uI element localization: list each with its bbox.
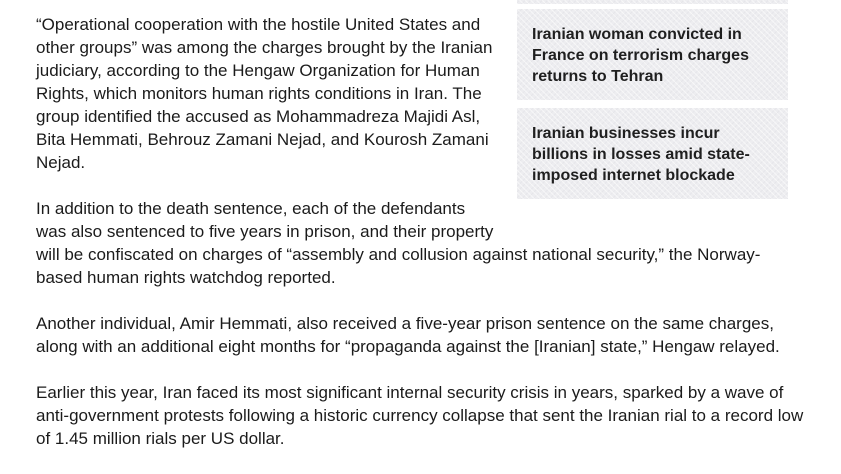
article-paragraph-3: Another individual, Amir Hemmati, also received a five-year prison sentence on the same charges, along with an additional eight months for “propaganda against the [Iranian] state,” Hengaw relayed. xyxy=(36,314,780,356)
related-card-woman-convicted[interactable] xyxy=(517,9,788,100)
related-card-cutoff xyxy=(517,0,788,4)
article-paragraph-2: In addition to the death sentence, each of the defendants was also sentenced to five years in prison, and their property will be confiscated on charges of “assembly and collusion against national security,” the Norway-based human rights watchdog reported. xyxy=(36,199,761,287)
related-card-title[interactable]: Iranian businesses incur billions in losses amid state-imposed internet blockade xyxy=(532,125,750,184)
article-paragraph-1: “Operational cooperation with the hostile United States and other groups” was among the charges brought by the Iranian judiciary, according to the Hengaw Organization for Human Rights, which monitors human rights conditions in Iran. The group identified the accused as Mohammadreza Majidi Asl, Bita Hemmati, Behrouz Zamani Nejad, and Kourosh Zamani Nejad. xyxy=(36,15,493,172)
related-card-title[interactable]: Iranian woman convicted in France on terrorism charges returns to Tehran xyxy=(532,26,749,85)
related-articles-sidebar xyxy=(517,0,788,207)
article-paragraph-4: Earlier this year, Iran faced its most significant internal security crisis in years, sparked by a wave of anti-government protests following a historic currency collapse that sent the Iranian rial to a record low of 1.45 million rials per US dollar. xyxy=(36,383,804,448)
related-card-businesses-losses[interactable] xyxy=(517,108,788,199)
